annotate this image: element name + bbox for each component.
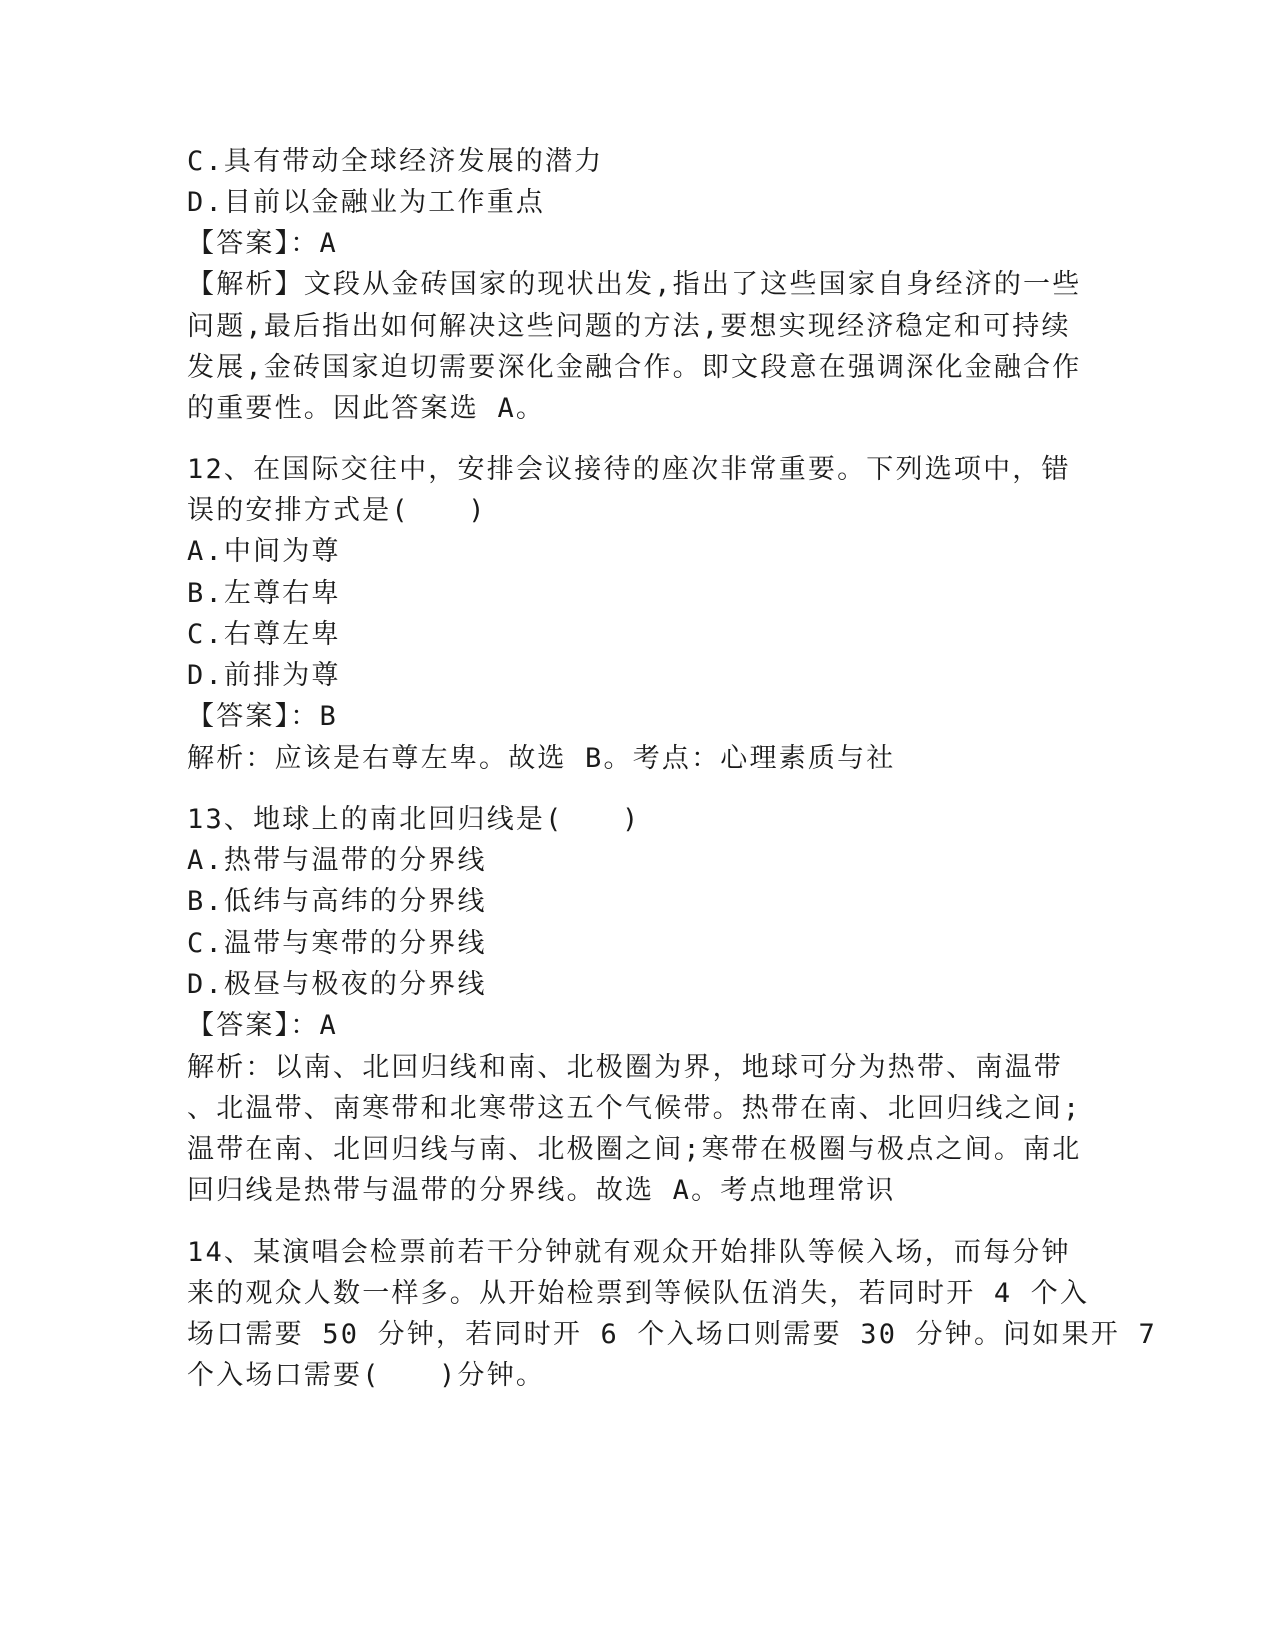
answer-label: 【答案】：A <box>187 1010 338 1041</box>
analysis-line: 解析：应该是右尊左卑。故选 B。考点：心理素质与社 <box>187 743 896 774</box>
analysis-line: 解析：以南、北回归线和南、北极圈为界，地球可分为热带、南温带 <box>187 1052 1063 1083</box>
option-d: D.目前以金融业为工作重点 <box>187 187 546 218</box>
analysis-line: 问题,最后指出如何解决这些问题的方法,要想实现经济稳定和可持续 <box>187 311 1071 342</box>
option-d: D.前排为尊 <box>187 660 341 691</box>
answer-label: 【答案】：B <box>187 701 338 732</box>
analysis-line: 的重要性。因此答案选 A。 <box>187 393 546 424</box>
question-stem: 12、在国际交往中，安排会议接待的座次非常重要。下列选项中，错 <box>187 454 1071 485</box>
question-stem: 14、某演唱会检票前若干分钟就有观众开始排队等候入场，而每分钟 <box>187 1237 1071 1268</box>
option-a: A.中间为尊 <box>187 536 341 567</box>
question-stem: 个入场口需要( )分钟。 <box>187 1360 546 1391</box>
analysis-line: 发展,金砖国家迫切需要深化金融合作。即文段意在强调深化金融合作 <box>187 352 1082 383</box>
option-b: B.低纬与高纬的分界线 <box>187 886 487 917</box>
question-stem: 来的观众人数一样多。从开始检票到等候队伍消失，若同时开 4 个入 <box>187 1278 1090 1309</box>
answer-label: 【答案】：A <box>187 228 338 259</box>
analysis-line: 温带在南、北回归线与南、北极圈之间;寒带在极圈与极点之间。南北 <box>187 1134 1082 1165</box>
option-a: A.热带与温带的分界线 <box>187 845 487 876</box>
question-stem: 误的安排方式是( ) <box>187 495 487 526</box>
option-c: C.右尊左卑 <box>187 619 341 650</box>
option-b: B.左尊右卑 <box>187 578 341 609</box>
analysis-line: 回归线是热带与温带的分界线。故选 A。考点地理常识 <box>187 1175 896 1206</box>
question-stem: 13、地球上的南北回归线是( ) <box>187 804 641 835</box>
option-c: C.温带与寒带的分界线 <box>187 928 487 959</box>
option-c: C.具有带动全球经济发展的潜力 <box>187 146 604 177</box>
analysis-line: 、北温带、南寒带和北寒带这五个气候带。热带在南、北回归线之间; <box>187 1093 1082 1124</box>
analysis-line: 【解析】文段从金砖国家的现状出发,指出了这些国家自身经济的一些 <box>187 269 1082 300</box>
option-d: D.极昼与极夜的分界线 <box>187 969 487 1000</box>
question-stem: 场口需要 50 分钟，若同时开 6 个入场口则需要 30 分钟。问如果开 7 <box>187 1319 1157 1350</box>
